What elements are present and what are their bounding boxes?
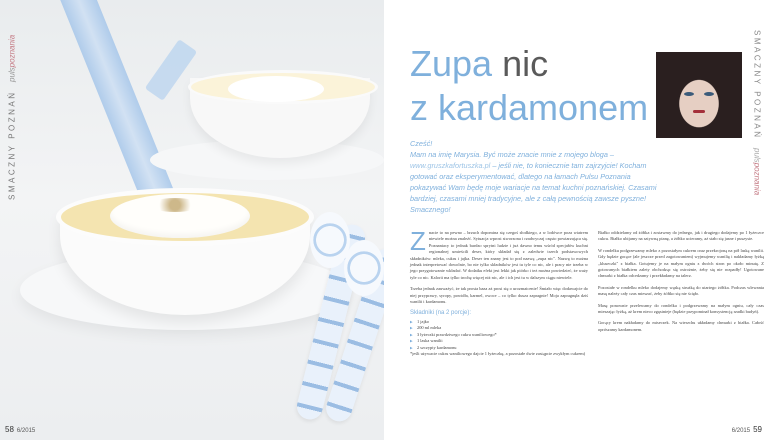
ingredients-note: *jeśli używacie cukru waniliowego dajcie 1 łyżeczkę, a pozostałe dwie zastąpcie zwykłym cukrem) xyxy=(410,350,586,356)
brand-puls: puls xyxy=(7,67,17,83)
section-label-text: SMACZNY POZNAŃ xyxy=(7,90,17,200)
portrait-eye xyxy=(704,92,714,96)
cardamom-sprinkle xyxy=(150,198,200,212)
portrait-face xyxy=(656,52,742,138)
spoon-bowl xyxy=(344,240,384,296)
ingredient-item: ▶ 1 jajko xyxy=(410,319,588,325)
article-title xyxy=(410,42,648,130)
ingredient-item: ▶ 1 laska wanilii xyxy=(410,338,588,344)
title-nic: nic xyxy=(502,43,549,84)
page-number: 59 xyxy=(753,425,762,434)
ingredient-item: ▶ 3 łyżeczki prawdziwego cukru waniliowego* xyxy=(410,332,588,338)
portrait-eye xyxy=(684,92,694,96)
ingredients-list xyxy=(410,319,588,351)
intro-greeting: Cześć! xyxy=(410,139,433,148)
right-page xyxy=(384,0,768,440)
body-paragraph: Masę ponownie przelewamy do rondelka i podgrzewamy na małym ogniu, cały czas mieszając łyżką, aż krem nieco zgęstnieje (będzie przypominał konsystencją rzadki budyń). xyxy=(598,302,764,315)
brand-puls: puls xyxy=(752,147,762,163)
body-paragraph: W rondelku podgrzewamy mleko z pozostałym cukrem oraz przekrojoną na pół laską wanilii. Gdy będzie gorące (ale jeszcze przed zagotowaniem) wyjmujemy wanilię i nakładamy łyżką „kluseczki" z białka. Gotujemy je na małym ogniu z dwóch stron po około minutę. Z gotowanych białkiem zalety obchodząc się ostrożnie, żeby się nie rozpadły! Ugotowane chmurki z białka odcedzamy i przekładamy na talerz. xyxy=(598,247,764,279)
article-column-2 xyxy=(598,230,764,338)
ingredient-item: ▶ 2 szczypty kardamonu xyxy=(410,345,588,351)
portrait-lips xyxy=(693,110,705,113)
title-line2: z kardamonem xyxy=(410,87,649,128)
issue-label: 6/2015 xyxy=(16,428,36,434)
body-paragraph: nacie to na pewno – brzuch dopomina się czegoś słodkiego, a w lodówce poza wiatrem niewiele można znaleźć. Sytuacja wprost stworzona i rzadwyczaj często powtarzająca się. Poznaniacy to jednak bardzo sprytni ludzie i już dawno temu wśród specjałów kuchni regionalnej umieścili deser, który składał się z zaledwie trzech podstawowych składników: mleka, cukru i jajka. Deser ten znany jest to pod nazwą „zupa nic". Nazwę to można jednak interpretować dowolnie, bo nie tylko składników jest tu tyle co nic, ale i pracy nie trzeba w jego przygotowanie wkładać. W dodatku efekt jest lekki jak piórko i też można powiedzieć, że waży tyle co nic. Kalorii ma tylko trochę więcej niż nic, ale i ich jest tu w dalszym ciągu niewiele. xyxy=(410,230,588,280)
issue-label: 6/2015 xyxy=(731,428,751,434)
back-meringue xyxy=(228,76,324,102)
intro-text: Mam na imię Marysia. Być może znacie mnie z mojego bloga – xyxy=(410,150,614,159)
intro-text-cont: – jeśli nie, to koniecznie tam zajrzyjcie! Kocham gotować oraz eksperymentować, dlatego na łamach Pulsu Poznania pokazywać Wam będę moje wariacje na temat kuchni poznańskiej. Czasami bardziej, czasami mniej tradycyjne, ale z całą pewnością zawsze pyszne! Smacznego! xyxy=(410,161,657,214)
section-label-right xyxy=(748,30,766,200)
ingredients-heading: Składniki (na 2 porcje): xyxy=(410,310,472,317)
body-paragraph: Pozostałe w rondelku mleko dodajemy wąską strużką do utartego żółtka. Podczas wlewania masę należy cały czas mieszać, żeby żółtko się nie ścięło. xyxy=(598,284,764,297)
page-number: 58 xyxy=(5,425,14,434)
article-intro xyxy=(410,138,660,215)
article-column-1 xyxy=(410,226,588,357)
page-footer-right xyxy=(732,425,762,434)
section-label-left xyxy=(0,30,24,200)
page-footer-left xyxy=(5,425,35,434)
title-zupa: Zupa xyxy=(410,43,503,84)
brand-poznania: poznania xyxy=(752,162,762,195)
brand-poznania: poznania xyxy=(7,35,17,68)
drop-cap: Z xyxy=(410,226,426,256)
body-paragraph: Białko oddzielamy od żółtka i zostawmy do jednego, jak i drugiego dodajemy po 1 łyżeczce cukru. Białko ubijamy na sztywną pianę, a żółtko ucieramy, aż stało się jasne i puszyste. xyxy=(598,230,764,242)
ingredient-item: ▶ 200 ml mleka xyxy=(410,325,588,331)
blog-link[interactable]: www.gruszkafortuszka.pl xyxy=(410,161,491,170)
author-portrait xyxy=(656,52,742,138)
body-paragraph: Trzeba jednak zauważyć, że tak prosta baza aż prosi się o urozmaicenie! Śmiało więc dodawajcie do niej przyprawy, syropy, powidła, karmel, owoce – co tylko dusza zapragnie! Moja zapragnęła dziś wanilii i kardamonu. xyxy=(410,286,588,305)
section-label-text: SMACZNY POZNAŃ xyxy=(752,30,762,140)
body-paragraph: Gorący krem nakładamy do miseczek. Na wierzchu układamy chmurki z białka. Całość oprószamy kardamonem. xyxy=(598,320,764,332)
